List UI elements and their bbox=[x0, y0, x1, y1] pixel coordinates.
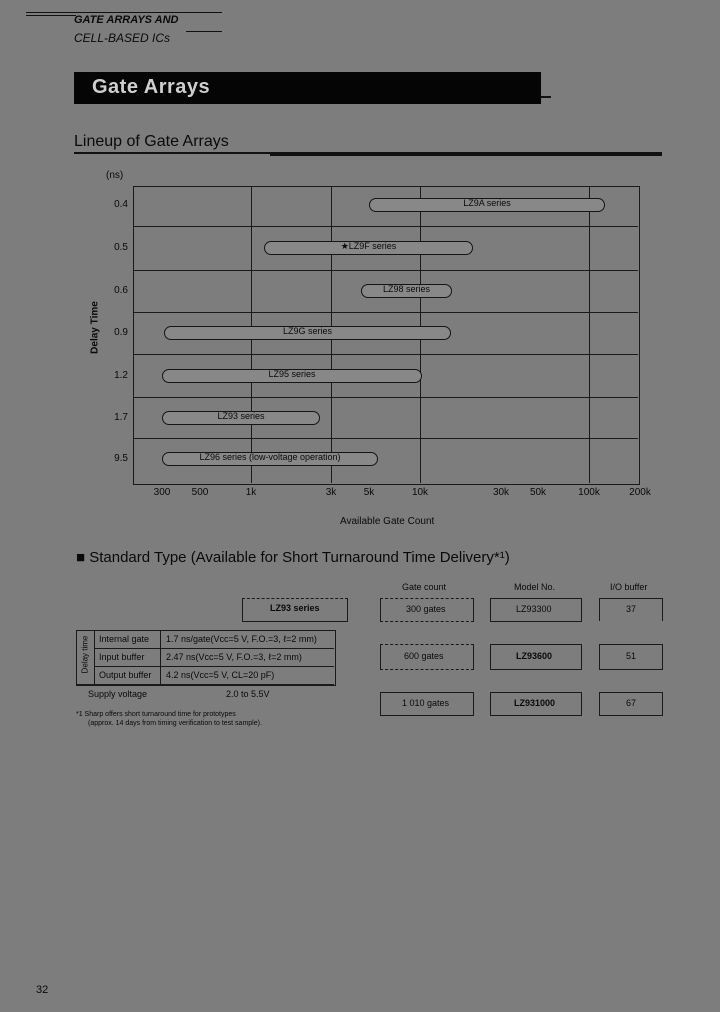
col-io: I/O buffer bbox=[610, 582, 648, 592]
grid-line-h bbox=[133, 354, 638, 355]
page-number: 32 bbox=[36, 984, 49, 996]
series-bar bbox=[264, 241, 473, 255]
x-tick-label: 300 bbox=[153, 487, 171, 498]
row-model-1: LZ93600 bbox=[516, 651, 553, 661]
series-bar bbox=[162, 369, 422, 383]
spec-label-2: Output buffer bbox=[99, 670, 152, 680]
footnote-2: (approx. 14 days from timing verification to test sample). bbox=[88, 720, 262, 727]
spec-label-1: Input buffer bbox=[99, 652, 145, 662]
x-tick-label: 5k bbox=[363, 487, 375, 498]
row-gates-2: 1 010 gates bbox=[402, 698, 450, 708]
supply-value: 2.0 to 5.5V bbox=[226, 689, 270, 699]
spec-value-1: 2.47 ns(Vcc=5 V, F.O.=3, ℓ=2 mm) bbox=[166, 652, 302, 662]
y-tick-label: 0.5 bbox=[114, 242, 128, 253]
series-bar bbox=[162, 411, 320, 425]
delay-label: Delay time bbox=[80, 635, 90, 674]
col-model: Model No. bbox=[514, 582, 556, 592]
spec-value-2: 4.2 ns(Vcc=5 V, CL=20 pF) bbox=[166, 670, 275, 680]
standard-title: ■ Standard Type (Available for Short Turnaround Time Delivery*¹) bbox=[76, 549, 510, 566]
series-label: LZ9A series bbox=[463, 198, 511, 208]
series-label: LZ93 series bbox=[217, 411, 265, 421]
x-tick-label: 10k bbox=[411, 487, 429, 498]
series-bar bbox=[164, 326, 451, 340]
row-gates-0: 300 gates bbox=[406, 604, 446, 614]
series-label: LZ98 series bbox=[382, 284, 431, 294]
header-line2: CELL-BASED ICs bbox=[74, 31, 171, 45]
y-tick-label: 9.5 bbox=[114, 453, 128, 464]
y-axis-label: Delay Time bbox=[89, 301, 101, 354]
row-model-2: LZ931000 bbox=[514, 698, 556, 708]
row-io-2: 67 bbox=[626, 698, 637, 708]
series-bar bbox=[162, 452, 378, 466]
series-label: LZ96 series (low-voltage operation) bbox=[199, 452, 341, 462]
x-tick-label: 1k bbox=[245, 487, 257, 498]
row-gates-1: 600 gates bbox=[404, 651, 444, 661]
grid-line-h bbox=[133, 270, 638, 271]
grid-line-h bbox=[133, 312, 638, 313]
y-tick-label: 1.7 bbox=[114, 412, 128, 423]
series-label: LZ95 series bbox=[268, 369, 316, 379]
lineup-title: Lineup of Gate Arrays bbox=[74, 133, 229, 150]
grid-line-v bbox=[589, 186, 590, 483]
spec-value-0: 1.7 ns/gate(Vcc=5 V, F.O.=3, ℓ=2 mm) bbox=[166, 634, 317, 644]
row-io-1: 51 bbox=[626, 651, 637, 661]
x-tick-label: 100k bbox=[578, 487, 600, 498]
series-bar bbox=[369, 198, 605, 212]
x-tick-label: 30k bbox=[492, 487, 510, 498]
y-tick-label: 0.4 bbox=[114, 199, 128, 210]
x-axis-label: Available Gate Count bbox=[340, 516, 435, 527]
y-tick-label: 0.6 bbox=[114, 285, 128, 296]
spec-label-0: Internal gate bbox=[99, 634, 150, 644]
series-label: ★LZ9F series bbox=[340, 241, 397, 251]
x-tick-label: 3k bbox=[325, 487, 337, 498]
grid-line-h bbox=[133, 438, 638, 439]
footnote-1: *1 Sharp offers short turnaround time for prototypes bbox=[76, 711, 236, 718]
y-tick-label: 1.2 bbox=[114, 370, 128, 381]
row-io-0: 37 bbox=[626, 604, 637, 614]
banner-title: Gate Arrays bbox=[92, 76, 211, 98]
x-tick-label: 500 bbox=[191, 487, 209, 498]
section-banner bbox=[74, 72, 541, 104]
x-tick-label: 50k bbox=[529, 487, 547, 498]
y-tick-label: 0.9 bbox=[114, 327, 128, 338]
y-unit: (ns) bbox=[106, 170, 124, 181]
x-tick-label: 200k bbox=[629, 487, 651, 498]
series-label: LZ9G series bbox=[282, 326, 333, 336]
grid-line-h bbox=[133, 397, 638, 398]
row-model-0: LZ93300 bbox=[516, 604, 552, 614]
series-bar bbox=[361, 284, 452, 298]
grid-line-h bbox=[133, 226, 638, 227]
header-line1: GATE ARRAYS AND bbox=[74, 14, 179, 26]
col-gate-count: Gate count bbox=[402, 582, 447, 592]
supply-label: Supply voltage bbox=[88, 689, 148, 699]
series-name: LZ93 series bbox=[270, 603, 320, 613]
